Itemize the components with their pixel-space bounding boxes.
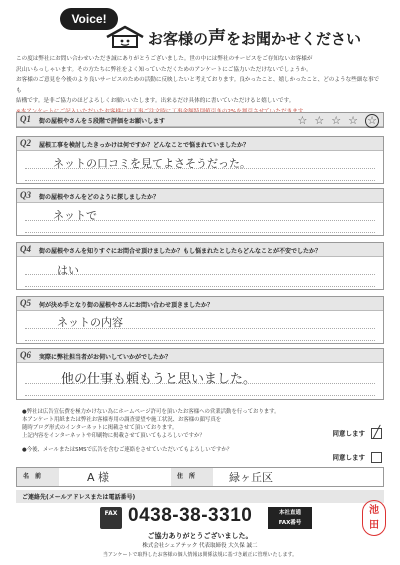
address-label: 住 所 bbox=[171, 468, 213, 486]
question-5: Q5 何が決め手となり街の屋根やさんにお問い合わせ頂きましたか？ ネットの内容 bbox=[16, 296, 384, 344]
question-1: Q1 街の屋根やさんを５段階で評価をお願いします ☆☆☆☆ ☆ bbox=[16, 112, 384, 128]
consent-checkbox-2[interactable] bbox=[371, 452, 382, 463]
voice-badge: Voice! bbox=[60, 8, 118, 30]
company-text: 株式会社シェアテック 代表取締役 大久保 誠二 bbox=[142, 543, 258, 549]
contact-label: ご連絡先(メールアドレスまたは電話番号) bbox=[16, 490, 384, 503]
consent-checkbox-1[interactable] bbox=[371, 425, 382, 439]
name-value[interactable]: A 様 bbox=[87, 471, 110, 484]
intro-text: この度は弊社にお問い合わせいただき誠にありがとうございました。世の中には弊社のサービスをご存知ないお客様が 沢山いらっしゃいます。その方たちに弊社をよく知っていただくためのアンケートにご協力いただけないでしょうか。 お客様のご意見を今後のより良いサービスのための活動に反映したいと考えております。良かったこと、嬉しかったこと、どのような些細な事でも 結構です。是非ご協力のほどよろしくお願いいたします。出来るだけ具体的に書いていただけると嬉しいです。 bbox=[16, 54, 384, 117]
answer-6[interactable]: 他の仕事も頼もうと思いました。 bbox=[61, 372, 257, 387]
consent-notes: ●弊社は広告宣伝費を極力かけない為にホームページ許可を頂いたお客様への営業活動を行っております。 本アンケート用紙または弊社お客様専用の調査要望や施工状況、お客様の顔写真を 随時ブログ形式のインターネットに掲載させて頂いております。 上記内容をインターネットや印刷物に掲載させて頂いてもよろしいですか？ ●今後、メールまたはSMSで広告を含むご連絡をさせていただいてもよろしいですか？ bbox=[22, 409, 280, 453]
header bbox=[60, 6, 360, 50]
check-icon: ╱ bbox=[373, 425, 381, 439]
fax-row bbox=[100, 505, 360, 531]
fax-icon: FAX bbox=[100, 507, 122, 529]
question-3: Q3 街の屋根やさんをどのように探しましたか？ ネットで bbox=[16, 188, 384, 236]
thanks-text: ご協力ありがとうございました。 bbox=[147, 532, 253, 540]
house-icon bbox=[104, 24, 146, 48]
consent-agree-2[interactable]: 同意します bbox=[333, 452, 383, 463]
page-title: お客様の声をお聞かせください bbox=[148, 28, 362, 49]
answer-2[interactable]: ネットの口コミを見てよさそうだった。 bbox=[53, 157, 251, 170]
name-label: 名 前 bbox=[17, 468, 59, 486]
selected-star-icon: ☆ bbox=[365, 114, 379, 128]
answer-4[interactable]: はい bbox=[57, 264, 79, 277]
customer-info bbox=[16, 467, 384, 487]
hanko-stamp: 池 田 bbox=[362, 500, 386, 536]
question-2: Q2 屋根工事を検討したきっかけは何ですか？どんなことで悩まれていましたか？ ネットの口コミを見てよさそうだった。 bbox=[16, 136, 384, 184]
consent-agree-1[interactable]: 同意します ╱ bbox=[332, 425, 381, 439]
answer-5[interactable]: ネットの内容 bbox=[57, 316, 123, 329]
rating-stars[interactable]: ☆☆☆☆ ☆ bbox=[298, 114, 379, 128]
answer-3[interactable]: ネットで bbox=[53, 209, 97, 222]
fax-direct-label: 本社直通 FAX番号 bbox=[268, 507, 312, 529]
question-4: Q4 街の屋根やさんを知りすぐにお問合せ頂けましたか？もし悩まれたとしたらどんなことが不安でしたか？ はい bbox=[16, 242, 384, 290]
privacy-text: 当アンケートで取得したお客様の個人情報は関係法規に基づき厳正に管理いたします。 bbox=[102, 552, 298, 558]
fax-number: 0438-38-3310 bbox=[128, 505, 253, 526]
address-value[interactable]: 緑ヶ丘区 bbox=[229, 471, 273, 484]
question-6: Q6 実際に弊社担当者がお伺いしていかがでしたか？ 他の仕事も頼もうと思いました。 bbox=[16, 348, 384, 400]
